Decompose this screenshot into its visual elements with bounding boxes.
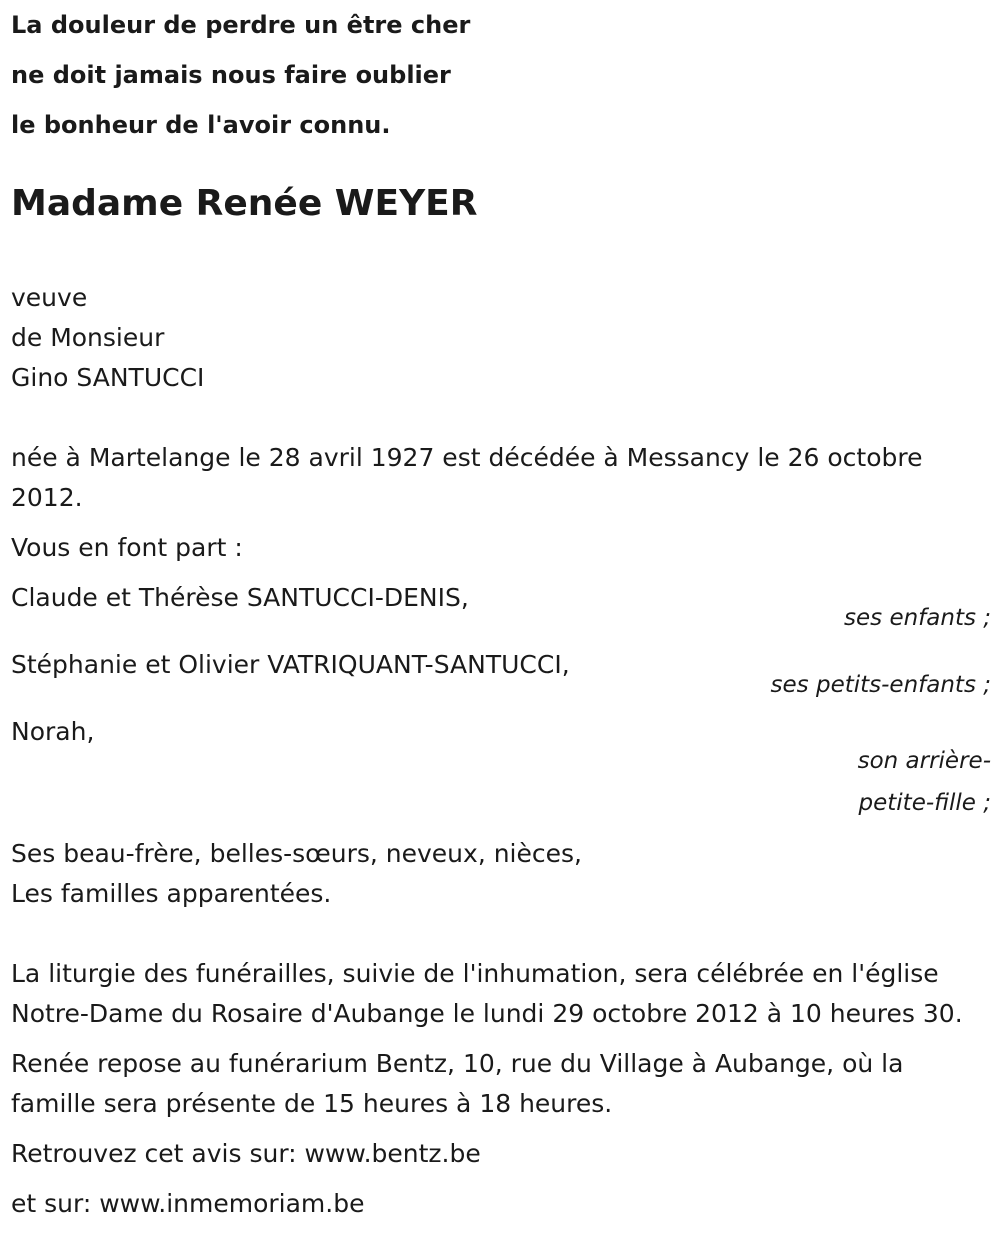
family-children-relation: ses enfants ; [844, 605, 991, 631]
family-children-names: Claude et Thérèse SANTUCCI-DENIS, [11, 583, 469, 612]
greatgrandchild-relation-line-1: son arrière- [857, 748, 991, 774]
other-relatives-line-1: Ses beau-frère, belles-sœurs, neveux, nièces, [11, 839, 582, 868]
deceased-name: Madame Renée WEYER [11, 183, 478, 224]
family-grandchildren-relation: ses petits-enfants ; [770, 672, 991, 698]
family-greatgrandchild-relation [11, 740, 991, 824]
greatgrandchild-relation-line-2: petite-fille ; [858, 790, 991, 816]
obituary-notice [11, 0, 991, 1224]
quote-line-1: La douleur de perdre un être cher [11, 11, 471, 39]
funerarium-text: Renée repose au funérarium Bentz, 10, rue du Village à Aubange, où la famille sera présente de 15 heures à 18 heures. [11, 1049, 904, 1118]
liturgy-text: La liturgie des funérailles, suivie de l'inhumation, sera célébrée en l'église Notre-Dame du Rosaire d'Aubange le lundi 29 octobre 2012 à 10 heures 30. [11, 959, 963, 1028]
widow-line-2: de Monsieur [11, 323, 165, 352]
other-relatives-line-2: Les familles apparentées. [11, 879, 332, 908]
quote-line-3: le bonheur de l'avoir connu. [11, 111, 391, 139]
birth-death-text: née à Martelange le 28 avril 1927 est décédée à Messancy le 26 octobre 2012. [11, 443, 923, 512]
quote-line-2: ne doit jamais nous faire oublier [11, 61, 451, 89]
website-link-inmemoriam[interactable]: et sur: www.inmemoriam.be [11, 1189, 365, 1218]
widow-line-3: Gino SANTUCCI [11, 363, 205, 392]
widow-line-1: veuve [11, 283, 88, 312]
family-grandchildren-names: Stéphanie et Olivier VATRIQUANT-SANTUCCI, [11, 650, 570, 679]
announce-text: Vous en font part : [11, 533, 243, 562]
other-relatives [11, 834, 991, 914]
memorial-quote [11, 0, 991, 150]
website-link-bentz[interactable]: Retrouvez cet avis sur: www.bentz.be [11, 1139, 481, 1168]
widow-of-block [11, 278, 991, 398]
family-greatgrandchild-names: Norah, [11, 717, 95, 746]
